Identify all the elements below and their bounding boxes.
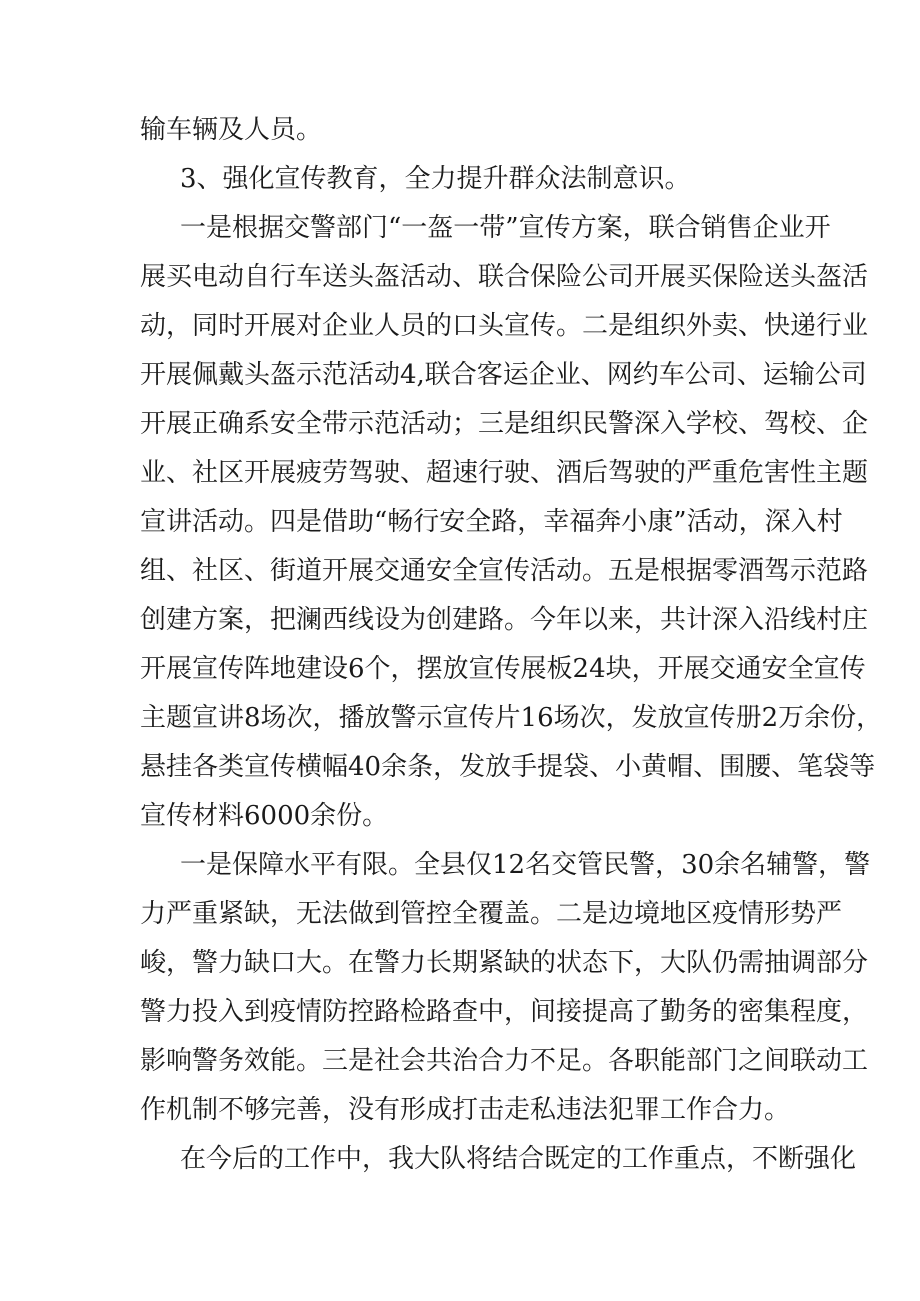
text-line: 一是保障水平有限。全县仅12名交管民警，30余名辅警，警 <box>180 850 871 880</box>
text-line: 悬挂各类宣传横幅40余条，发放手提袋、小黄帽、围腰、笔袋等 <box>140 752 876 782</box>
text-line: 作机制不够完善，没有形成打击走私违法犯罪工作合力。 <box>140 1095 791 1125</box>
text-line: 输车辆及人员。 <box>140 115 323 145</box>
text-line: 宣传材料6000余份。 <box>140 801 389 831</box>
text-line: 警力投入到疫情防控路检路查中，间接提高了勤务的密集程度， <box>140 997 869 1027</box>
text-line: 组、社区、街道开展交通安全宣传活动。五是根据零酒驾示范路 <box>140 556 869 586</box>
section-heading: 3、强化宣传教育，全力提升群众法制意识。 <box>180 164 691 194</box>
text-line: 在今后的工作中，我大队将结合既定的工作重点，不断强化 <box>180 1144 857 1174</box>
text-line: 影响警务效能。三是社会共治合力不足。各职能部门之间联动工 <box>140 1046 869 1076</box>
text-line: 创建方案，把澜西线设为创建路。今年以来，共计深入沿线村庄 <box>140 605 869 635</box>
text-line: 一是根据交警部门“一盔一带”宣传方案，联合销售企业开 <box>180 213 831 243</box>
text-line: 开展佩戴头盔示范活动4,联合客运企业、网约车公司、运输公司 <box>140 360 867 390</box>
text-line: 展买电动自行车送头盔活动、联合保险公司开展买保险送头盔活 <box>140 262 869 292</box>
text-line: 峻，警力缺口大。在警力长期紧缺的状态下，大队仍需抽调部分 <box>140 948 869 978</box>
text-line: 力严重紧缺，无法做到管控全覆盖。二是边境地区疫情形势严 <box>140 899 843 929</box>
text-line: 宣讲活动。四是借助“畅行安全路，幸福奔小康”活动，深入村 <box>140 507 843 537</box>
text-line: 开展宣传阵地建设6个，摆放宣传展板24块，开展交通安全宣传 <box>140 654 866 684</box>
text-line: 业、社区开展疲劳驾驶、超速行驶、酒后驾驶的严重危害性主题 <box>140 458 869 488</box>
text-line: 开展正确系安全带示范活动；三是组织民警深入学校、驾校、企 <box>140 409 869 439</box>
text-line: 主题宣讲8场次，播放警示宣传片16场次，发放宣传册2万余份， <box>140 703 883 733</box>
text-line: 动，同时开展对企业人员的口头宣传。二是组织外卖、快递行业 <box>140 311 869 341</box>
